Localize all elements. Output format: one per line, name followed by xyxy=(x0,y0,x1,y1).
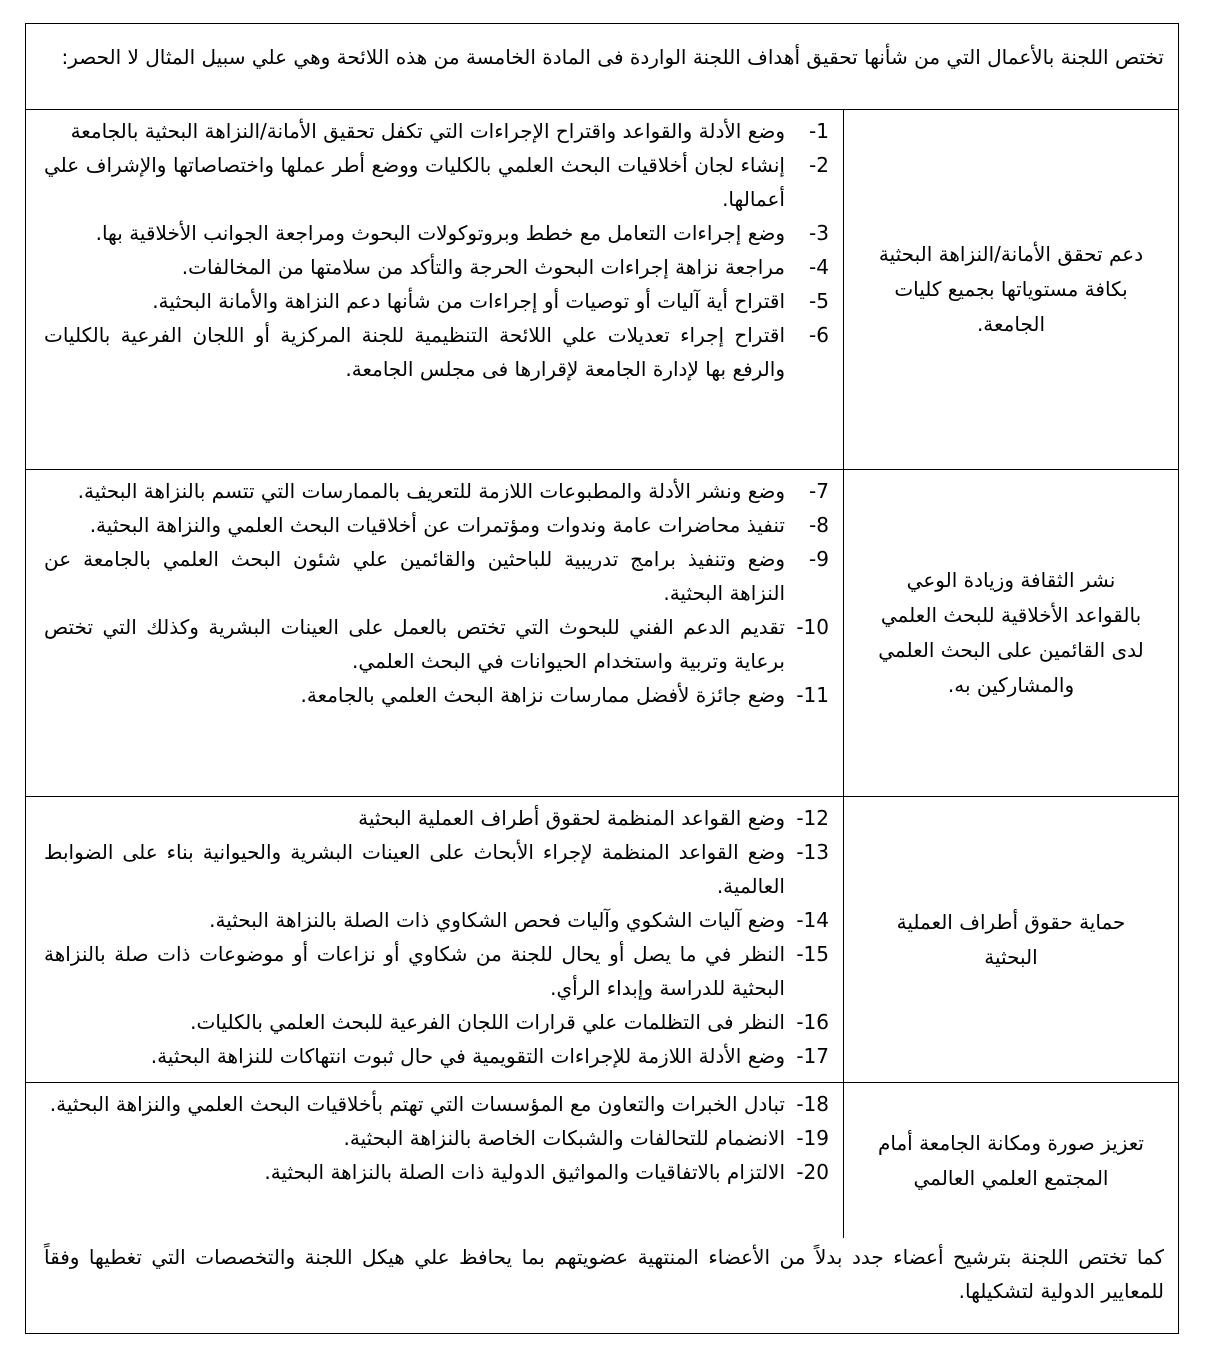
list-item xyxy=(44,542,829,610)
item-number: 19- xyxy=(796,1126,829,1150)
list-item xyxy=(44,318,829,386)
item-text: وضع الأدلة والقواعد واقتراح الإجراءات التي تكفل تحقيق الأمانة/النزاهة البحثية بالجامعة xyxy=(70,119,785,143)
list-item xyxy=(44,801,829,835)
section-row xyxy=(26,470,1178,797)
items-cell xyxy=(26,470,843,712)
section-row xyxy=(26,1083,1178,1333)
item-text: النظر فى التظلمات علي قرارات اللجان الفرعية للبحث العلمي بالكليات. xyxy=(190,1010,785,1034)
item-text: اقتراح أية آليات أو توصيات أو إجراءات من شأنها دعم النزاهة والأمانة البحثية. xyxy=(152,289,785,313)
item-text: وضع الأدلة اللازمة للإجراءات التقويمية في حال ثبوت انتهاكات للنزاهة البحثية. xyxy=(150,1044,785,1068)
item-number: 10- xyxy=(796,615,829,639)
item-text: اقتراح إجراء تعديلات علي اللائحة التنظيمية للجنة المركزية أو اللجان الفرعية بالكليات والرفع بها لإدارة الجامعة لإقرارها فى مجلس الجامعة. xyxy=(44,323,785,381)
goal-text: دعم تحقق الأمانة/النزاهة البحثية بكافة مستوياتها بجميع كليات الجامعة. xyxy=(878,242,1144,336)
closing-paragraph: كما تختص اللجنة بترشيح أعضاء جدد بدلاً من الأعضاء المنتهية عضويتهم بما يحافظ علي هيكل اللجنة والتخصصات التي تغطيها وفقاً للمعايير الدولية لتشكيلها. xyxy=(44,1245,1164,1303)
item-number: 15- xyxy=(796,942,829,966)
items-cell xyxy=(26,1083,843,1189)
list-item xyxy=(44,1121,829,1155)
list-item xyxy=(44,114,829,148)
item-text: النظر في ما يصل أو يحال للجنة من شكاوي أو نزاعات أو موضوعات ذات صلة بالنزاهة البحثية للدراسة وإبداء الرأي. xyxy=(44,942,785,1000)
item-number: 7- xyxy=(809,479,829,503)
item-text: الالتزام بالاتفاقيات والمواثيق الدولية ذات الصلة بالنزاهة البحثية. xyxy=(264,1160,785,1184)
item-number: 8- xyxy=(809,513,829,537)
item-number: 4- xyxy=(809,255,829,279)
item-text: وضع القواعد المنظمة لإجراء الأبحاث على العينات البشرية والحيوانية بناء على الضوابط العالمية. xyxy=(44,840,785,898)
item-number: 5- xyxy=(809,289,829,313)
section-row xyxy=(26,797,1178,1083)
goal-text: حماية حقوق أطراف العملية البحثية xyxy=(896,909,1126,969)
goal-text: نشر الثقافة وزيادة الوعي بالقواعد الأخلاقية للبحث العلمي لدى القائمين على البحث العلمي والمشاركين به. xyxy=(878,568,1144,697)
intro-paragraph: تختص اللجنة بالأعمال التي من شأنها تحقيق أهداف اللجنة الواردة فى المادة الخامسة من هذه اللائحة وهي علي سبيل المثال لا الحصر: xyxy=(26,24,1178,110)
item-number: 17- xyxy=(796,1044,829,1068)
list-item xyxy=(44,508,829,542)
item-text: وضع وتنفيذ برامج تدريبية للباحثين والقائمين علي شئون البحث العلمي بالجامعة عن النزاهة البحثية. xyxy=(44,547,785,605)
list-item xyxy=(44,678,829,712)
item-text: وضع إجراءات التعامل مع خطط وبروتوكولات البحوث ومراجعة الجوانب الأخلاقية بها. xyxy=(95,221,785,245)
item-number: 13- xyxy=(796,840,829,864)
goal-cell xyxy=(843,1083,1178,1238)
section-row xyxy=(26,110,1178,470)
item-text: تنفيذ محاضرات عامة وندوات ومؤتمرات عن أخلاقيات البحث العلمي والنزاهة البحثية. xyxy=(89,513,785,537)
item-text: وضع ونشر الأدلة والمطبوعات اللازمة للتعريف بالممارسات التي تتسم بالنزاهة البحثية. xyxy=(77,479,785,503)
goal-cell xyxy=(843,470,1178,796)
list-item xyxy=(44,1005,829,1039)
item-text: إنشاء لجان أخلاقيات البحث العلمي بالكليات ووضع أطر عملها واختصاصاتها والإشراف علي أعمالها. xyxy=(44,153,785,211)
item-number: 9- xyxy=(809,547,829,571)
item-number: 11- xyxy=(796,683,829,707)
item-number: 12- xyxy=(796,806,829,830)
goal-cell xyxy=(843,797,1178,1082)
document-frame xyxy=(25,23,1179,1334)
list-item xyxy=(44,250,829,284)
items-cell xyxy=(26,110,843,386)
item-text: مراجعة نزاهة إجراءات البحوث الحرجة والتأكد من سلامتها من المخالفات. xyxy=(181,255,785,279)
list-item xyxy=(44,937,829,1005)
list-item xyxy=(44,903,829,937)
item-number: 14- xyxy=(796,908,829,932)
item-text: وضع آليات الشكوي وآليات فحص الشكاوي ذات الصلة بالنزاهة البحثية. xyxy=(209,908,785,932)
item-number: 16- xyxy=(796,1010,829,1034)
item-text: الانضمام للتحالفات والشبكات الخاصة بالنزاهة البحثية. xyxy=(343,1126,785,1150)
item-number: 20- xyxy=(796,1160,829,1184)
list-item xyxy=(44,148,829,216)
goal-cell xyxy=(843,110,1178,469)
item-text: تبادل الخبرات والتعاون مع المؤسسات التي تهتم بأخلاقيات البحث العلمي والنزاهة البحثية. xyxy=(49,1092,785,1116)
goal-text: تعزيز صورة ومكانة الجامعة أمام المجتمع العلمي العالمي xyxy=(877,1130,1144,1190)
item-number: 2- xyxy=(809,153,829,177)
item-number: 1- xyxy=(809,119,829,143)
item-text: وضع القواعد المنظمة لحقوق أطراف العملية البحثية xyxy=(358,806,785,830)
list-item xyxy=(44,216,829,250)
list-item xyxy=(44,284,829,318)
items-cell xyxy=(26,797,843,1073)
item-number: 3- xyxy=(809,221,829,245)
item-number: 6- xyxy=(809,323,829,347)
list-item xyxy=(44,610,829,678)
item-text: تقديم الدعم الفني للبحوث التي تختص بالعمل على العينات البشرية وكذلك التي تختص برعاية وتربية واستخدام الحيوانات في البحث العلمي. xyxy=(44,615,785,673)
item-text: وضع جائزة لأفضل ممارسات نزاهة البحث العلمي بالجامعة. xyxy=(300,683,785,707)
list-item xyxy=(44,1087,829,1121)
item-number: 18- xyxy=(796,1092,829,1116)
list-item xyxy=(44,835,829,903)
list-item xyxy=(44,1039,829,1073)
list-item xyxy=(44,1155,829,1189)
list-item xyxy=(44,474,829,508)
